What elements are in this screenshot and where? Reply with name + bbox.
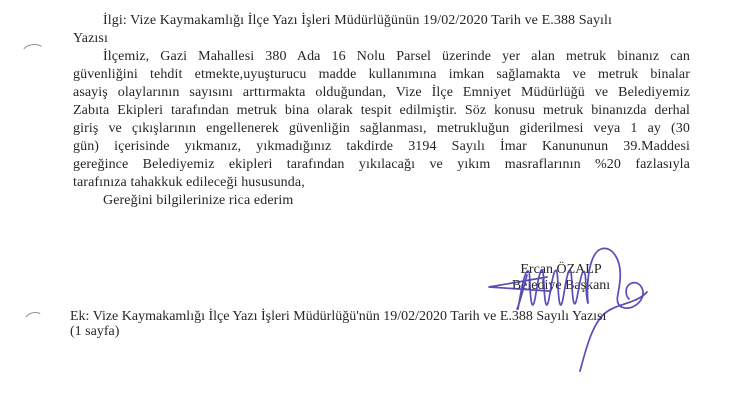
body-line-1: İlçemiz, Gazi Mahallesi 380 Ada 16 Nolu Parsel üzerinde yer alan metruk binanız can — [103, 49, 690, 64]
ilgi-line-1: İlgi: Vize Kaymakamlığı İlçe Yazı İşleri Müdürlüğünün 19/02/2020 Tarih ve E.388 Sayılı — [103, 13, 613, 28]
attachment-line-2: (1 sayfa) — [70, 324, 120, 339]
body-line-2: güvenliğini tehdit etmekte,uyuşturucu madde kullanımına imkan sağlamakta ve metruk binalar — [73, 67, 690, 82]
body-line-8: tarafınıza tahakkuk edileceği hususunda, — [73, 175, 305, 190]
signature-ink — [470, 235, 680, 380]
body-line-4: Zabıta Ekipleri tarafından metruk bina olarak tespit edilmiştir. Söz konusu metruk binanızda derhal — [73, 103, 690, 118]
scan-artifact-arc-top — [20, 42, 48, 65]
signature-block — [470, 262, 652, 294]
closing-line: Gereğini bilgilerinize rica ederim — [103, 193, 294, 208]
attachment-note — [70, 309, 606, 339]
letter-body — [73, 12, 690, 210]
attachment-line-1: Ek: Vize Kaymakamlığı İlçe Yazı İşleri Müdürlüğü'nün 19/02/2020 Tarih ve E.388 Sayılı Yazısı — [70, 309, 607, 324]
body-line-6: gün) içerisinde yıkmanız, yıkmadığınız takdirde 3194 Sayılı İmar Kanununun 39.Maddesi — [73, 139, 690, 154]
scan-artifact-arc-bottom — [22, 310, 47, 333]
body-line-5: giriş ve çıkışlarının engellenerek güvenliğin sağlanması, metrukluğun giderilmesi veya 1 ay (30 — [73, 121, 690, 136]
signatory-name: Ercan ÖZALP — [520, 262, 602, 277]
body-line-3: asayiş olaylarının sayısını arttırmakta olduğundan, Vize İlçe Emniyet Müdürlüğü ve Belediyemiz — [73, 85, 690, 100]
ilgi-line-2: Yazısı — [73, 31, 108, 46]
body-line-7: gereğince Belediyemiz ekipleri tarafından yıkılacağı ve yıkım masraflarının %20 fazlasıyla — [73, 157, 690, 172]
signatory-title: Belediye Başkanı — [511, 278, 611, 293]
